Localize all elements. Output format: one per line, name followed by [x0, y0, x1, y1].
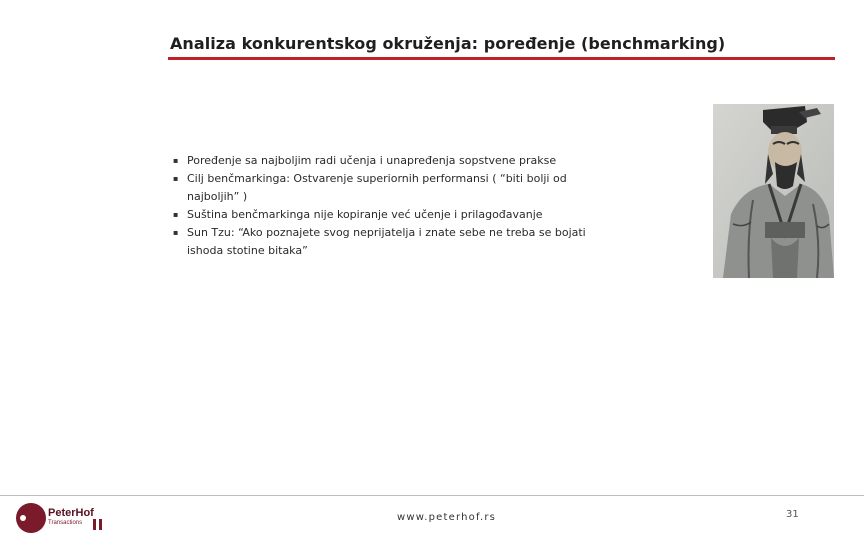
logo-tagline: Transactions	[48, 520, 83, 526]
bullet-item	[172, 224, 612, 260]
bullet-text: Sun Tzu: “Ako poznajete svog neprijatelja i znate sebe ne treba se bojati ishoda stotine bitaka”	[187, 226, 586, 257]
bullet-item	[172, 206, 612, 224]
bullet-list	[172, 152, 612, 260]
website-link[interactable]: www.peterhof.rs	[397, 512, 497, 523]
bullet-text: Poređenje sa najboljim radi učenja i unapređenja sopstvene prakse	[187, 154, 557, 167]
logo-name: PeterHof	[48, 507, 94, 519]
page-number: 31	[786, 509, 799, 520]
bullet-text: Suština benčmarkinga nije kopiranje već učenje i prilagođavanje	[187, 208, 543, 221]
bullet-marker-icon: ▪	[173, 210, 179, 219]
bullet-item	[172, 170, 612, 206]
logo-bars-icon	[93, 519, 103, 530]
title-underline	[168, 57, 835, 60]
bullet-marker-icon: ▪	[173, 174, 179, 183]
company-logo	[14, 502, 124, 532]
logo-mark-icon	[16, 503, 46, 533]
footer-divider	[0, 495, 864, 496]
slide-title: Analiza konkurentskog okruženja: poređenje (benchmarking)	[170, 34, 726, 53]
bullet-text: Cilj benčmarkinga: Ostvarenje superiornih performansi ( “biti bolji od najboljih” )	[187, 172, 567, 203]
bullet-marker-icon: ▪	[173, 228, 179, 237]
portrait-image	[713, 104, 834, 278]
bullet-marker-icon: ▪	[173, 156, 179, 165]
sun-tzu-portrait-icon	[713, 104, 834, 278]
bullet-item	[172, 152, 612, 170]
